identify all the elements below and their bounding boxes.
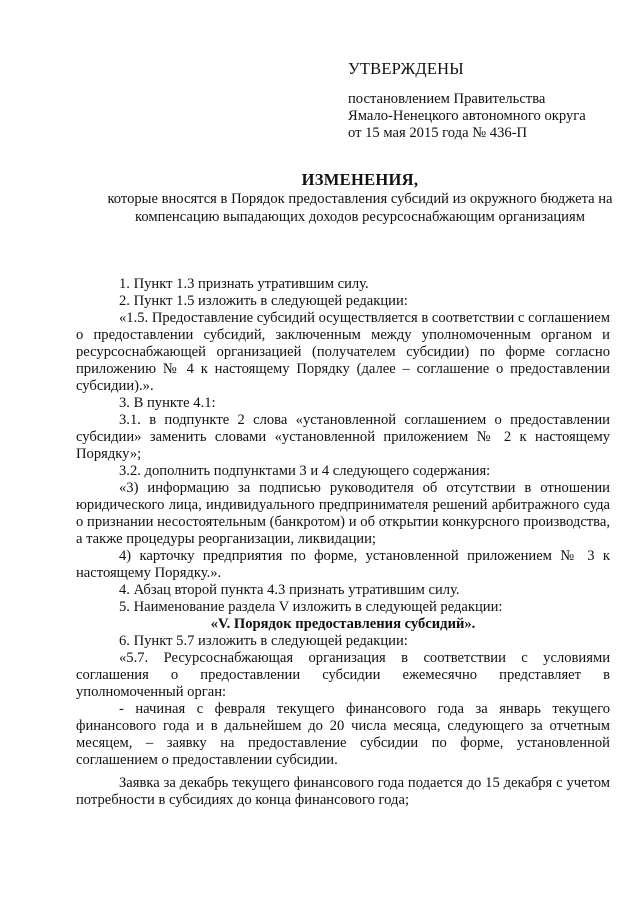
paragraph-5: 3.1. в подпункте 2 слова «установленной соглашением о предоставлении субсидии» заменить словами «установленной приложением № 2 к настоящему Порядку»; xyxy=(76,412,610,462)
paragraph-1: 1. Пункт 1.3 признать утратившим силу. xyxy=(119,276,369,292)
paragraph-6: 3.2. дополнить подпунктами 3 и 4 следующего содержания: xyxy=(119,463,491,479)
paragraph-9: 4. Абзац второй пункта 4.3 признать утратившим силу. xyxy=(119,582,460,598)
approval-line-1: постановлением Правительства xyxy=(348,91,546,107)
section-title: «V. Порядок предоставления субсидий». xyxy=(210,616,476,632)
document-heading xyxy=(90,170,630,226)
document-title: ИЗМЕНЕНИЯ, xyxy=(301,170,419,189)
document-subtitle: которые вносятся в Порядок предоставления субсидий из окружного бюджета на компенсацию выпадающих доходов ресурсоснабжающим организациям xyxy=(107,191,613,225)
paragraph-8: 4) карточку предприятия по форме, установленной приложением № 3 к настоящему Порядку.». xyxy=(76,548,610,581)
approval-block xyxy=(348,60,586,142)
approval-title: УТВЕРЖДЕНЫ xyxy=(348,59,464,78)
paragraph-7: «3) информацию за подписью руководителя об отсутствии в отношении юридического лица, индивидуального предпринимателя решений арбитражного суда о признании несостоятельным (банкротом) и об открытии конкурсного производства, а также процедуры реорганизации, ликвидации; xyxy=(76,480,610,547)
paragraph-10: 5. Наименование раздела V изложить в следующей редакции: xyxy=(119,599,503,615)
paragraph-2: 2. Пункт 1.5 изложить в следующей редакции: xyxy=(119,293,408,309)
paragraph-14: - начиная с февраля текущего финансового года за январь текущего финансового года и в дальнейшем до 20 числа месяца, следующего за отчетным месяцем, – заявку на предоставление субсидии по форме, установленной соглашением о предоставлении субсидии. xyxy=(76,701,610,768)
paragraph-3: «1.5. Предоставление субсидий осуществляется в соответствии с соглашением о предоставлении субсидий, заключенным между уполномоченным органом и ресурсоснабжающей организацией (получателем субсидии) по форме согласно приложению № 4 к настоящему Порядку (далее – соглашение о предоставлении субсидии).». xyxy=(76,310,610,394)
paragraph-15: Заявка за декабрь текущего финансового года подается до 15 декабря с учетом потребности в субсидиях до конца финансового года; xyxy=(76,775,610,808)
approval-line-2: Ямало-Ненецкого автономного округа xyxy=(348,108,586,124)
paragraph-12: 6. Пункт 5.7 изложить в следующей редакции: xyxy=(119,633,408,649)
document-body xyxy=(76,276,610,809)
approval-line-3: от 15 мая 2015 года № 436-П xyxy=(348,125,528,141)
paragraph-4: 3. В пункте 4.1: xyxy=(119,395,216,411)
paragraph-13: «5.7. Ресурсоснабжающая организация в соответствии с условиями соглашения о предоставлении субсидии ежемесячно представляет в уполномоченный орган: xyxy=(76,650,610,700)
